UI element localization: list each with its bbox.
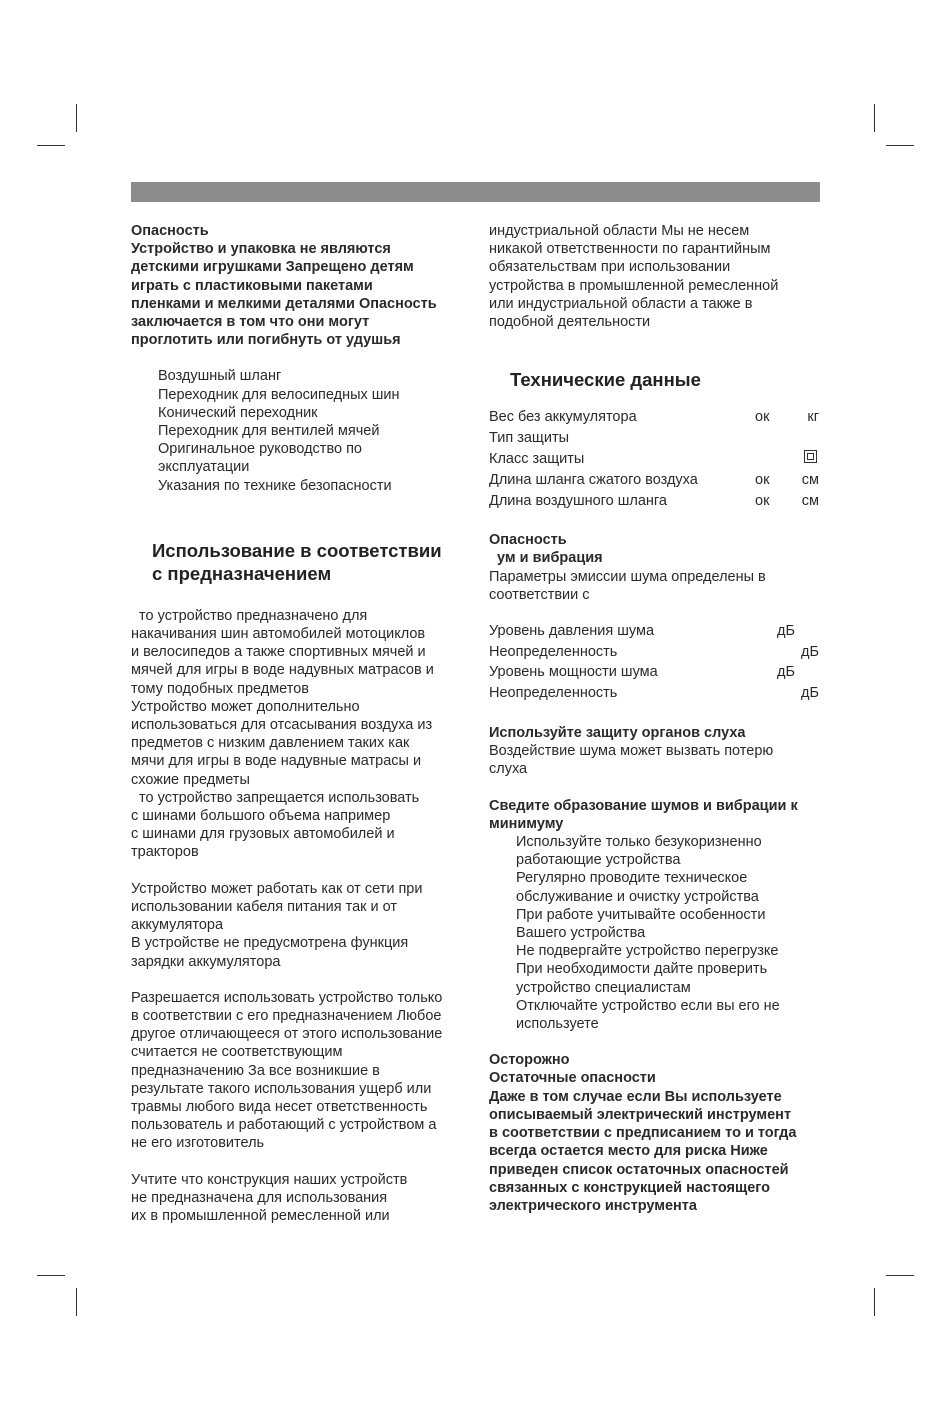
tech-data-heading: Технические данные (510, 369, 701, 391)
table-row: Неопределенность дБ (489, 684, 819, 701)
list-item: Вашего устройства (516, 925, 646, 942)
crop-mark (874, 104, 875, 132)
delivery-list (131, 367, 466, 494)
list-item: Используйте только безукоризненно (516, 834, 762, 851)
industrial-note-paragraph: Учтите что конструкция наших устройств не предназначена для использования их в промышленной ремесленной или (131, 1171, 408, 1224)
right-column: индустриальной области Мы не несем никакой ответственности по гарантийным обязательствам при использовании устройства в промышленной ремесленной или индустриальной области а также в подобной деятельности Технические данные Вес без аккумулятора ок кг Тип защиты Класс защиты Длина шланга сжатого воздуха ок см Длина воздушного шланга ок см Опасность ум и вибрация Параметры эмиссии шума определены в соответствии с Уровень давления шума дБ Неопределенность дБ Уровень мощности шума дБ Неопределенность дБ Используйте защиту органов слуха Воздействие шума может вызвать потерю слуха Сведите образование шумов и вибрации к минимуму Используйте только безукоризненно работающие устройства Регулярно проводите техническое обслуживание и очистку устройства При работе учитывайте особенности Вашего устройства Не подвергайте устройство перегрузке При необходимости дайте проверить устройство специалистам Отключайте устройство если вы его не используете Осторожно Остаточные опасности Даже в том случае если Вы используете описываемый электрический инструмент в соответствии с предписанием то и тогда всегда остается место для риска Ниже приведен список остаточных опасностей связанных с конструкцией настоящего электрического инструмента (489, 223, 819, 1214)
table-row: Неопределенность дБ (489, 643, 819, 660)
continuation-paragraph: индустриальной области Мы не несем никакой ответственности по гарантийным обязательствам при использовании устройства в промышленной ремесленной или индустриальной области а также в подобной деятельности (489, 223, 779, 331)
list-item: работающие устройства (516, 852, 681, 869)
left-column (131, 222, 466, 1225)
caution-title: Осторожно (489, 1052, 570, 1069)
table-row: Класс защиты (489, 448, 819, 469)
residual-text: Даже в том случае если Вы используете описываемый электрический инструмент в соответствии с предписанием то и тогда всегда остается место для риска Ниже приведен список остаточных опасностей связанных с конструкцией настоящего электрического инструмента (489, 1088, 797, 1214)
table-row: Вес без аккумулятора ок кг (489, 408, 819, 425)
intended-use-paragraph: Разрешается использовать устройство только в соответствии с его предназначением Любое другое отличающееся от этого использование считается не соответствующим предназначению За все возникшие в результате такого использования ущерб или травмы любого вида несет ответственность пользователь и работающий с устройством а не его изготовитель (131, 989, 443, 1152)
list-item: При работе учитывайте особенности (516, 906, 766, 923)
danger-title: Опасность (489, 532, 567, 549)
list-item: эксплуатации (158, 459, 250, 476)
hearing-title: Используйте защиту органов слуха (489, 725, 746, 742)
table-row: Длина воздушного шланга ок см (489, 492, 819, 509)
noise-table (489, 622, 819, 704)
list-item: При необходимости дайте проверить (516, 961, 768, 978)
noise-title: ум и вибрация (489, 550, 603, 567)
reduce-list (489, 833, 819, 1033)
list-item: устройство специалистам (516, 979, 691, 996)
power-paragraph: Устройство может работать как от сети при использовании кабеля питания так и от аккумулятора В устройстве не предусмотрена функция зарядки аккумулятора (131, 880, 423, 970)
residual-title: Остаточные опасности (489, 1070, 656, 1087)
reduce-title: Сведите образование шумов и вибрации к (489, 797, 798, 814)
list-item: Воздушный шланг (158, 368, 282, 385)
crop-mark (886, 145, 914, 146)
crop-mark (37, 145, 65, 146)
tech-data-table (489, 406, 819, 511)
crop-mark (886, 1275, 914, 1276)
list-item: используете (516, 1016, 599, 1033)
usage-paragraph: то устройство предназначено для накачивания шин автомобилей мотоциклов и велосипедов а также спортивных мячей и мячей для игры в воде надувных матрасов и тому подобных предметов Устройство может дополнительно использоваться для отсасывания воздуха из предметов с низким давлением таких как мячи для игры в воде надувные матрасы и схожие предметы то устройство запрещается использовать с шинами большого объема например с шинами для грузовых автомобилей и тракторов (131, 607, 434, 861)
list-item: обслуживание и очистку устройства (516, 888, 759, 905)
list-item: Оригинальное руководство по (158, 441, 362, 458)
table-row: Уровень мощности шума дБ (489, 664, 795, 681)
danger-title: Опасность (131, 223, 209, 239)
list-item: Переходник для вентилей мячей (158, 423, 380, 440)
table-row: Уровень давления шума дБ (489, 623, 795, 640)
header-bar (131, 182, 820, 202)
list-item: Указания по технике безопасности (158, 477, 392, 494)
section-heading: Использование в соответствии с предназначением (152, 539, 442, 584)
crop-mark (76, 104, 77, 132)
list-item: Регулярно проводите техническое (516, 870, 748, 887)
crop-mark (874, 1288, 875, 1316)
crop-mark (76, 1288, 77, 1316)
list-item: Переходник для велосипедных шин (158, 386, 400, 403)
double-insulation-icon (804, 450, 817, 463)
list-item: Конический переходник (158, 404, 318, 421)
list-item: Отключайте устройство если вы его не (516, 997, 780, 1014)
danger-text: Устройство и упаковка не являются детскими игрушками Запрещено детям играть с пластиковыми пакетами пленками и мелкими деталями Опасность заключается в том что они могут проглотить или погибнуть от удушья (131, 241, 437, 349)
table-row: Тип защиты (489, 429, 570, 446)
list-item: Не подвергайте устройство перегрузке (516, 943, 779, 960)
table-row: Длина шланга сжатого воздуха ок см (489, 471, 819, 488)
crop-mark (37, 1275, 65, 1276)
